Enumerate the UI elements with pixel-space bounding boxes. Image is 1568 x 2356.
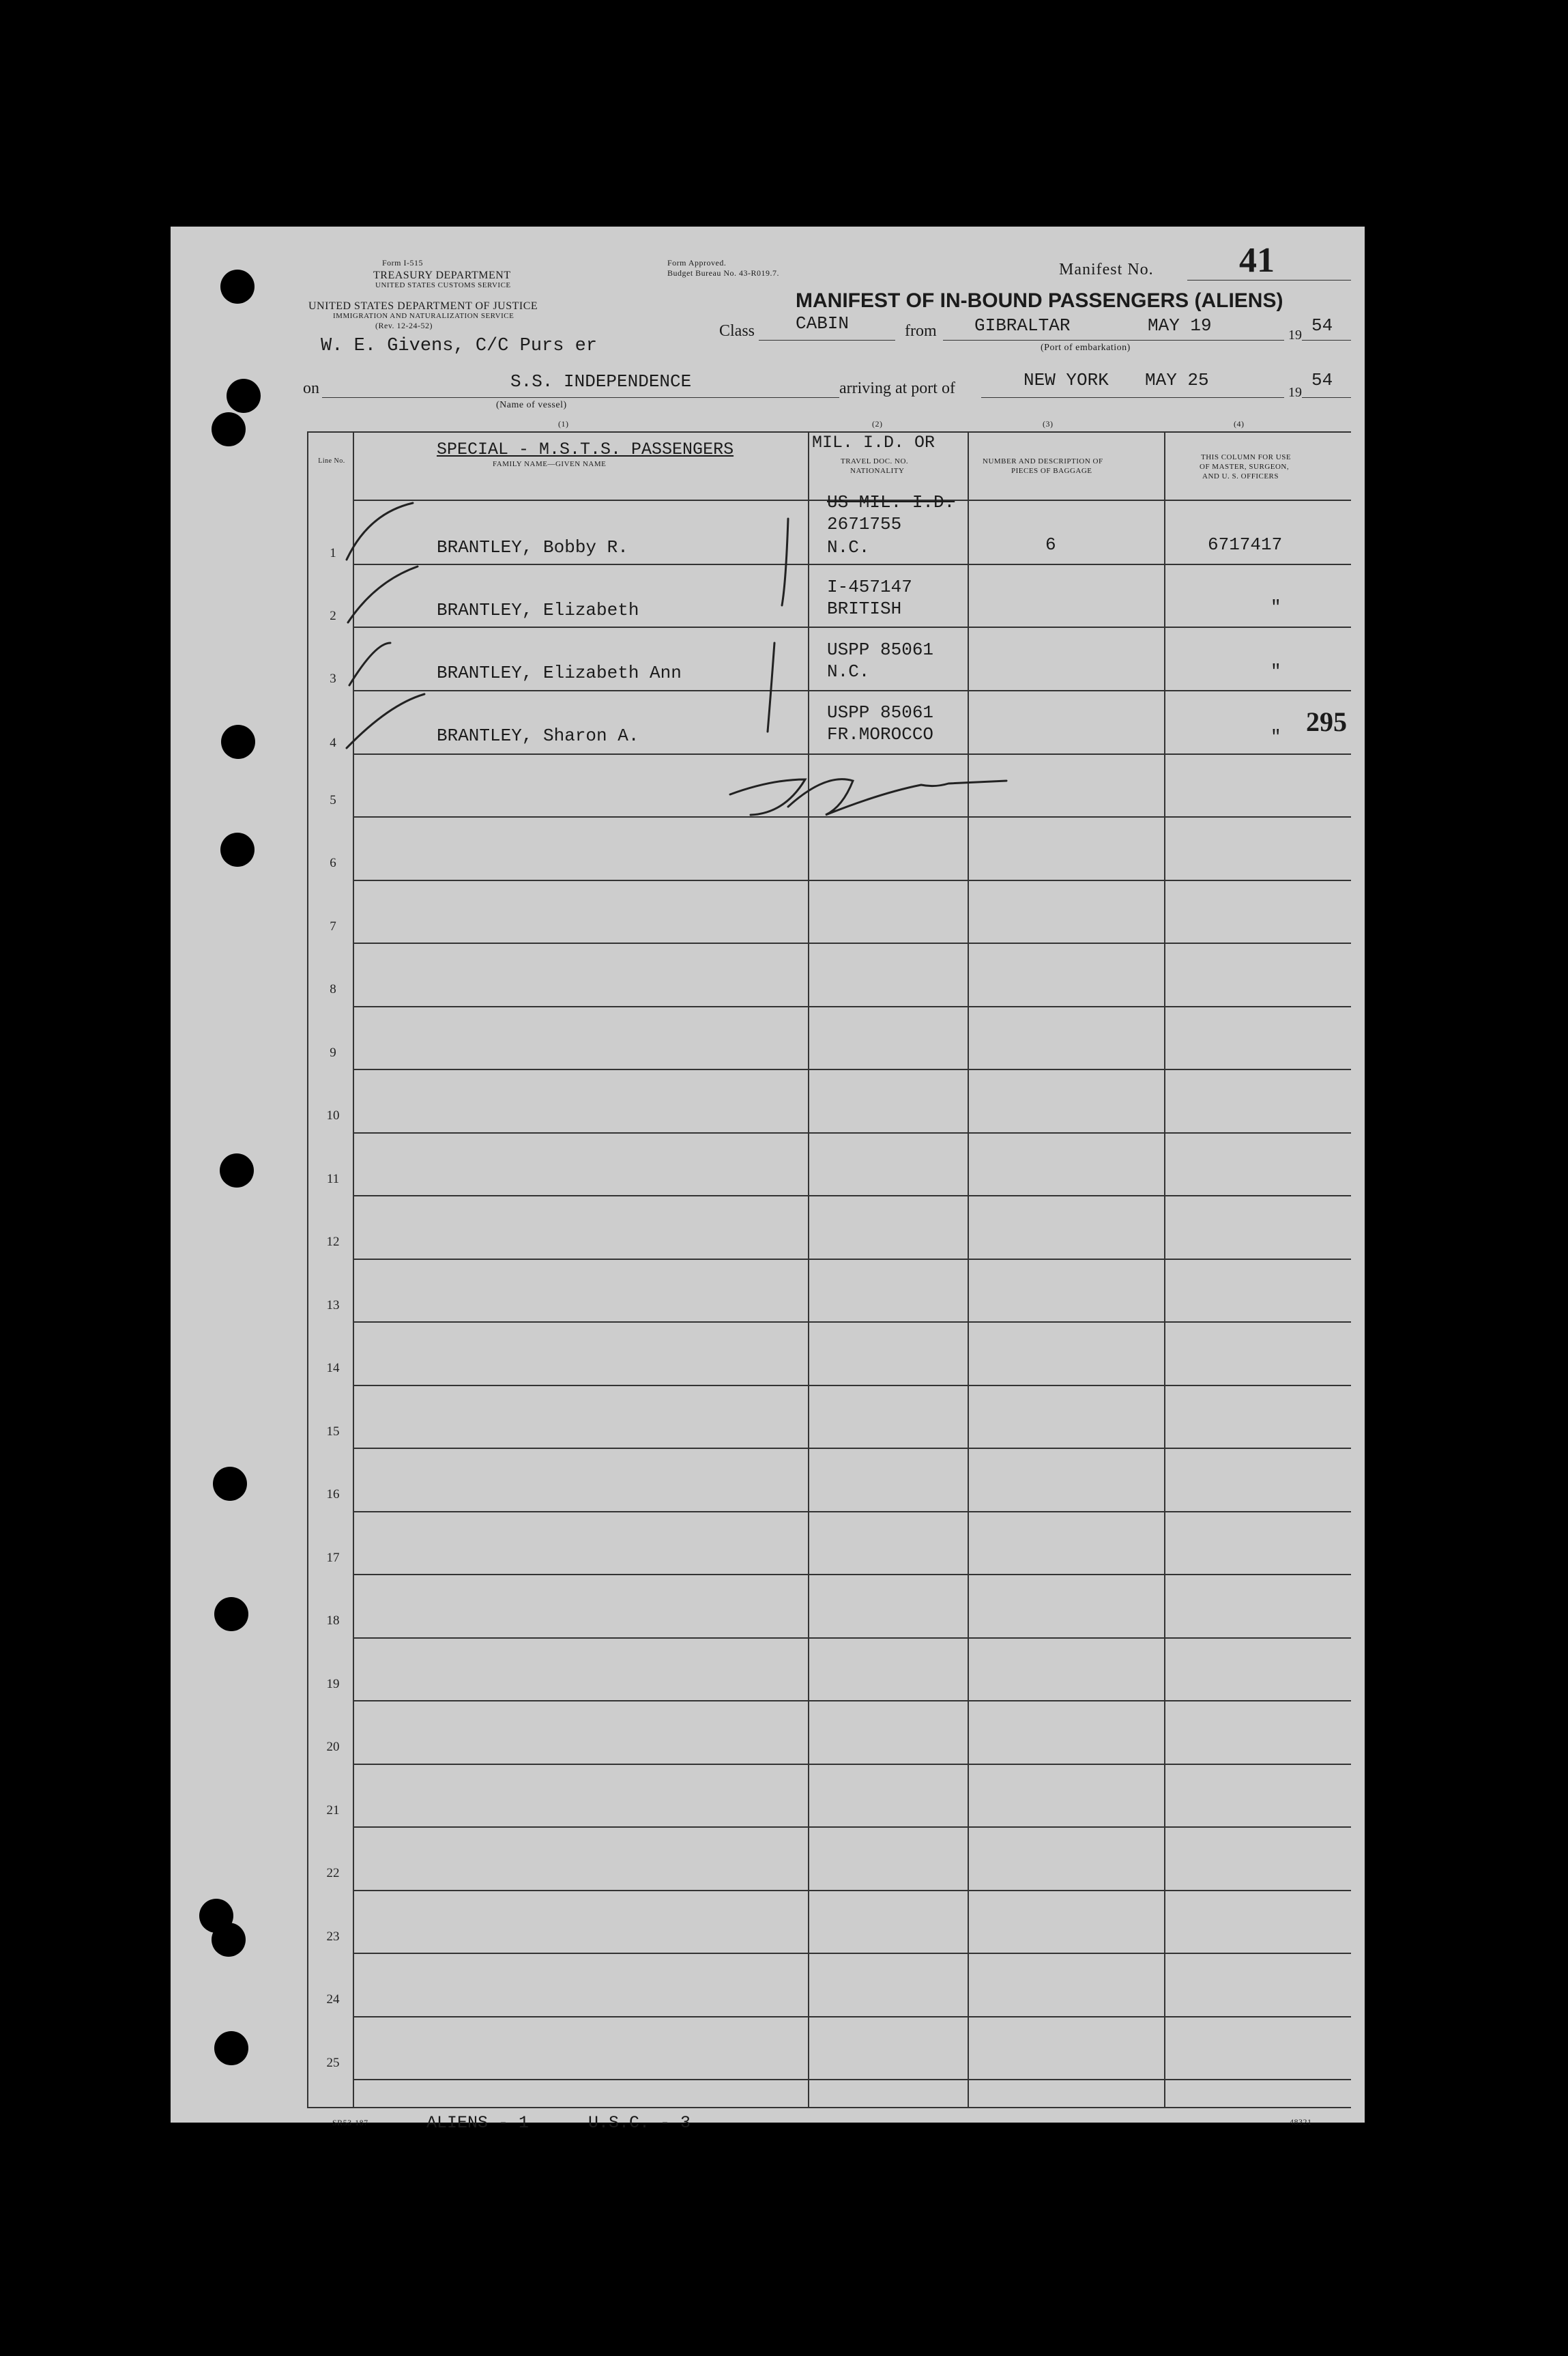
line-number: 14 — [326, 1361, 340, 1375]
nationality: N.C. — [827, 537, 870, 558]
form-approved: Form Approved. — [667, 258, 727, 268]
line-number: 3 — [330, 672, 336, 686]
arriving-label: arriving at port of — [839, 379, 955, 397]
form-code-right: 48321 — [1290, 2117, 1312, 2127]
officer-number: " — [1271, 661, 1281, 682]
manifest-title: MANIFEST OF IN-BOUND PASSENGERS (ALIENS) — [796, 289, 1283, 312]
purser-name: W. E. Givens, C/C Purs er — [321, 336, 598, 356]
binder-hole — [220, 1153, 254, 1188]
travel-doc-line-a: USPP 85061 — [827, 702, 934, 723]
vessel-name: S.S. INDEPENDENCE — [510, 371, 692, 392]
baggage-header-2: PIECES OF BAGGAGE — [1011, 467, 1092, 475]
special-passengers-heading: SPECIAL - M.S.T.S. PASSENGERS — [437, 440, 734, 459]
treasury-department: TREASURY DEPARTMENT — [373, 270, 511, 281]
class-label: Class — [719, 322, 755, 340]
ins-label: IMMIGRATION AND NATURALIZATION SERVICE — [333, 312, 514, 320]
travel-doc-line-a: US MIL. I.D. — [827, 492, 955, 513]
class-value: CABIN — [796, 313, 850, 334]
line-number: 1 — [330, 546, 336, 560]
line-number: 25 — [326, 2056, 340, 2070]
port-of-embarkation: GIBRALTAR — [974, 315, 1071, 336]
manifest-no-label: Manifest No. — [1059, 261, 1154, 278]
manifest-number: 41 — [1239, 241, 1275, 280]
line-number: 9 — [330, 1046, 336, 1060]
binder-hole — [213, 1467, 247, 1501]
travel-doc-line-a: I-457147 — [827, 577, 912, 597]
officer-header-2: OF MASTER, SURGEON, — [1200, 463, 1290, 471]
mil-id-heading: MIL. I.D. OR — [812, 433, 935, 452]
officer-number: " — [1271, 727, 1281, 747]
line-number: 15 — [326, 1424, 340, 1439]
arrival-date: MAY 25 — [1145, 370, 1209, 390]
line-number: 19 — [326, 1677, 340, 1691]
line-number: 23 — [326, 1929, 340, 1944]
passenger-name: BRANTLEY, Elizabeth — [437, 600, 639, 620]
baggage-header: NUMBER AND DESCRIPTION OF — [983, 457, 1103, 465]
line-number: 18 — [326, 1613, 340, 1628]
nationality: FR.MOROCCO — [827, 724, 934, 745]
officer-number: 6717417 — [1208, 534, 1283, 555]
travel-doc-line-b: 2671755 — [827, 514, 902, 534]
line-number: 12 — [326, 1235, 340, 1249]
usc-count: U.S.C. - 3 — [588, 2113, 691, 2133]
form-code-left: SR53-187 — [332, 2118, 368, 2127]
line-number: 5 — [330, 793, 336, 807]
manifest-page — [171, 227, 1365, 2133]
passenger-name: BRANTLEY, Sharon A. — [437, 726, 639, 746]
customs-service: UNITED STATES CUSTOMS SERVICE — [375, 281, 511, 289]
passenger-name: BRANTLEY, Bobby R. — [437, 537, 628, 558]
line-number: 17 — [326, 1551, 340, 1565]
revision-date: (Rev. 12-24-52) — [375, 321, 433, 330]
line-number: 10 — [326, 1108, 340, 1123]
line-number: 21 — [326, 1803, 340, 1818]
officer-number: " — [1271, 597, 1281, 618]
column-number-3: (3) — [1043, 419, 1054, 429]
line-no-header: Line No. — [318, 457, 345, 465]
column-number-4: (4) — [1234, 419, 1245, 429]
line-number: 13 — [326, 1298, 340, 1312]
year-prefix: 19 — [1288, 385, 1302, 400]
aliens-count: ALIENS - 1 — [426, 2113, 529, 2133]
nationality: N.C. — [827, 661, 870, 682]
binder-hole — [214, 2031, 248, 2065]
embarkation-year: 54 — [1311, 315, 1333, 336]
line-number: 2 — [330, 609, 336, 623]
handwritten-number: 295 — [1306, 706, 1347, 737]
travel-doc-line-a: USPP 85061 — [827, 640, 934, 660]
port-embarkation-label: (Port of embarkation) — [1041, 343, 1131, 353]
vessel-name-label: (Name of vessel) — [496, 400, 567, 410]
embarkation-date: MAY 19 — [1148, 315, 1212, 336]
officer-header: THIS COLUMN FOR USE — [1201, 453, 1292, 461]
column-number-2: (2) — [872, 419, 883, 429]
line-number: 22 — [326, 1866, 340, 1880]
family-name-header: FAMILY NAME—GIVEN NAME — [493, 460, 607, 468]
line-number: 24 — [326, 1992, 340, 2007]
line-number: 4 — [330, 736, 336, 750]
arrival-port: NEW YORK — [1023, 370, 1109, 390]
line-number: 7 — [330, 919, 336, 934]
line-number: 11 — [326, 1172, 340, 1186]
passenger-name: BRANTLEY, Elizabeth Ann — [437, 663, 682, 683]
binder-hole — [214, 1597, 248, 1631]
line-number: 8 — [330, 982, 336, 996]
department-of-justice: UNITED STATES DEPARTMENT OF JUSTICE — [308, 300, 538, 312]
handwritten-marks — [171, 227, 1365, 841]
budget-bureau: Budget Bureau No. 43-R019.7. — [667, 268, 779, 278]
on-label: on — [303, 379, 319, 397]
year-prefix: 19 — [1288, 328, 1302, 343]
from-label: from — [905, 322, 937, 340]
nationality-header: NATIONALITY — [850, 467, 905, 475]
arrival-year: 54 — [1311, 370, 1333, 390]
officer-header-3: AND U. S. OFFICERS — [1202, 472, 1279, 480]
travel-doc-header: TRAVEL DOC. NO. — [841, 457, 909, 465]
line-number: 16 — [326, 1487, 340, 1502]
baggage-count: 6 — [1045, 534, 1056, 555]
nationality: BRITISH — [827, 599, 902, 619]
line-number: 6 — [330, 856, 336, 870]
binder-hole — [212, 1923, 246, 1957]
line-number: 20 — [326, 1740, 340, 1754]
column-number-1: (1) — [558, 419, 569, 429]
form-number: Form I-515 — [382, 258, 423, 268]
